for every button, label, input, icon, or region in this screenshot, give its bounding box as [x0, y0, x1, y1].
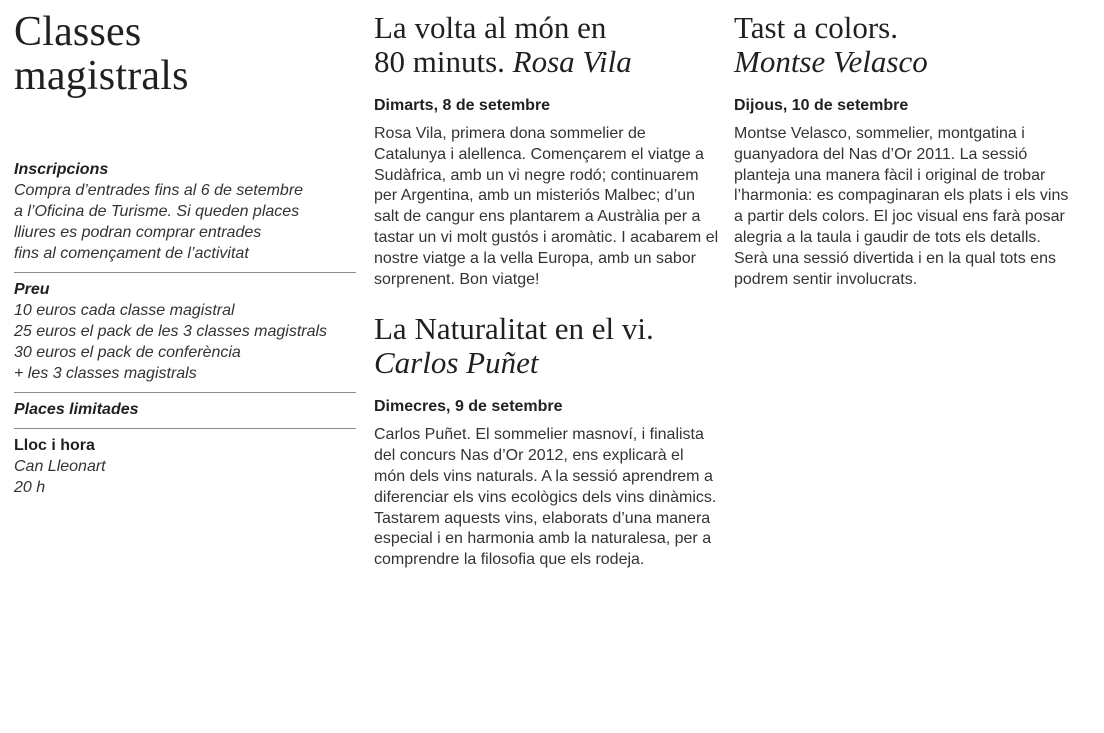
page-title-line: Classes	[14, 9, 142, 55]
info-panel	[14, 159, 356, 506]
inscripcions-line: Compra d’entrades fins al 6 de setembre	[14, 182, 304, 199]
event-title-line: Tast a colors.	[734, 10, 898, 45]
event-date: Dijous, 10 de setembre	[734, 97, 909, 114]
preu-line: + les 3 classes magistrals	[14, 365, 197, 382]
places-heading: Places limitades	[14, 401, 139, 418]
preu-line: 30 euros el pack de conferència	[14, 344, 241, 361]
events-column-right	[734, 10, 1079, 290]
page-title	[14, 10, 356, 98]
event-date: Dimarts, 8 de setembre	[374, 97, 551, 114]
event-speaker-name: Carlos Puñet	[374, 345, 539, 381]
page-title-line: magistrals	[14, 53, 189, 99]
event-description: Montse Velasco, sommelier, montgatina i guanyadora del Nas d’Or 2011. La sessió planteja una manera fàcil i original de trobar l’harmonia: es compaginaran els plats i els vins a partir dels colors. El joc visual ens farà posar alegria a la taula i gaudir de tots els detalls. Serà una sessió divertida i en la qual tots ens podrem sentir involucrats.	[734, 125, 1069, 288]
event-title	[374, 312, 719, 380]
event-title-line	[374, 45, 719, 79]
places-section	[14, 392, 356, 428]
preu-heading: Preu	[14, 281, 50, 298]
event-date: Dimecres, 9 de setembre	[374, 398, 563, 416]
inscripcions-line: fins al començament de l’activitat	[14, 245, 249, 262]
inscripcions-section	[14, 159, 356, 272]
lloc-section	[14, 428, 356, 506]
events-column-left	[374, 10, 719, 571]
event-speaker-name: Rosa Vila	[512, 44, 632, 79]
event-title-line: La volta al món en	[374, 10, 607, 45]
lloc-line: Can Lleonart	[14, 458, 106, 475]
inscripcions-heading: Inscripcions	[14, 161, 109, 178]
event-description: Carlos Puñet. El sommelier masnoví, i finalista del concurs Nas d’Or 2012, ens explicarà el món dels vins naturals. A la sessió aprendrem a diferenciar els vins ecològics dels vins dinàmics. Tastarem aquests vins, elaborats d’una manera especial i en harmonia amb la naturalesa, per a comprendre la filosofia que els rodeja.	[374, 426, 717, 569]
preu-line: 10 euros cada classe magistral	[14, 302, 235, 319]
event-title-line: La Naturalitat en el vi.	[374, 311, 654, 347]
event-card	[374, 11, 719, 290]
info-column	[14, 10, 356, 506]
lloc-heading: Lloc i hora	[14, 437, 95, 454]
event-card	[734, 11, 1079, 290]
inscripcions-line: lliures es podran comprar entrades	[14, 224, 262, 241]
event-title	[734, 11, 1079, 79]
inscripcions-line: a l’Oficina de Turisme. Si queden places	[14, 203, 300, 220]
lloc-line: 20 h	[14, 479, 46, 496]
preu-line: 25 euros el pack de les 3 classes magistrals	[14, 323, 328, 340]
event-title	[374, 11, 719, 79]
event-title-line-text: 80 minuts.	[374, 44, 505, 79]
event-description: Rosa Vila, primera dona sommelier de Catalunya i alellenca. Començarem el viatge a Sudàfrica, amb un vi negre rodó; continuarem per Argentina, amb un misteriós Malbec; d’un salt de cangur ens plantarem a Austràlia per a tastar un vi molt gustós i aromàtic. I acabarem el nostre viatge a la vella Europa, amb un sabor sorprenent. Bon viatge!	[374, 125, 719, 288]
event-speaker-name: Montse Velasco	[734, 44, 928, 79]
event-card	[374, 312, 719, 571]
preu-section	[14, 272, 356, 392]
